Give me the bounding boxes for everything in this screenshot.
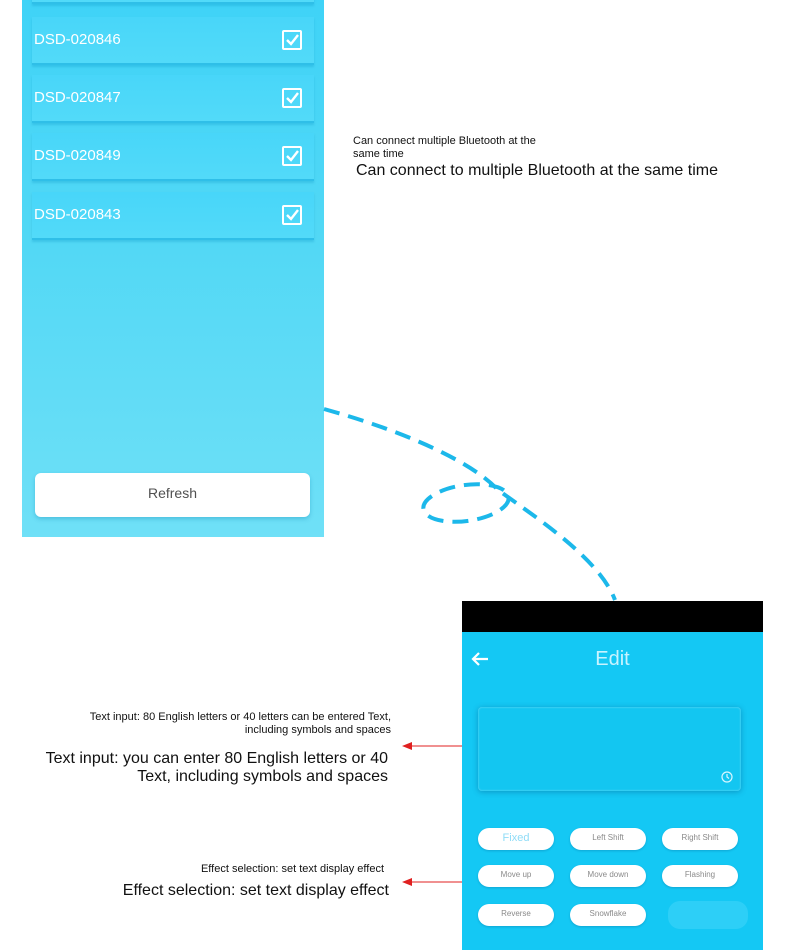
bluetooth-annotation-large: Can connect to multiple Bluetooth at the same time (356, 162, 718, 179)
text-input-field[interactable] (478, 707, 741, 791)
bluetooth-annotation-small: Can connect multiple Bluetooth at the same time (353, 135, 536, 160)
text-input-annotation-large: Text input: you can enter 80 English letters or 40 Text, including symbols and spaces (45, 750, 388, 785)
effect-annotation-large: Effect selection: set text display effect (122, 882, 389, 899)
device-name: DSD-020847 (34, 89, 121, 106)
effect-option-right-shift[interactable]: Right Shift (662, 828, 738, 850)
effect-option-flashing[interactable]: Flashing (662, 865, 738, 887)
effect-option-left-shift[interactable]: Left Shift (570, 828, 646, 850)
refresh-button[interactable]: Refresh (35, 473, 310, 517)
edit-screen-panel (462, 601, 763, 950)
effect-option-fixed[interactable]: Fixed (478, 828, 554, 850)
effect-option-snowflake[interactable]: Snowflake (570, 904, 646, 926)
effect-option-reverse[interactable]: Reverse (478, 904, 554, 926)
effect-option-move-up[interactable]: Move up (478, 865, 554, 887)
device-name: DSD-020846 (34, 31, 121, 48)
status-bar (462, 601, 763, 632)
text-input-annotation-small: Text input: 80 English letters or 40 letters can be entered Text, including symbols and spaces (89, 711, 391, 736)
device-name: DSD-020849 (34, 147, 121, 164)
effect-highlight (668, 901, 748, 929)
clock-icon[interactable] (721, 771, 733, 783)
effect-option-move-down[interactable]: Move down (570, 865, 646, 887)
effect-annotation-small: Effect selection: set text display effect (200, 863, 384, 875)
page-title: Edit (595, 648, 630, 670)
device-name: DSD-020843 (34, 206, 121, 223)
